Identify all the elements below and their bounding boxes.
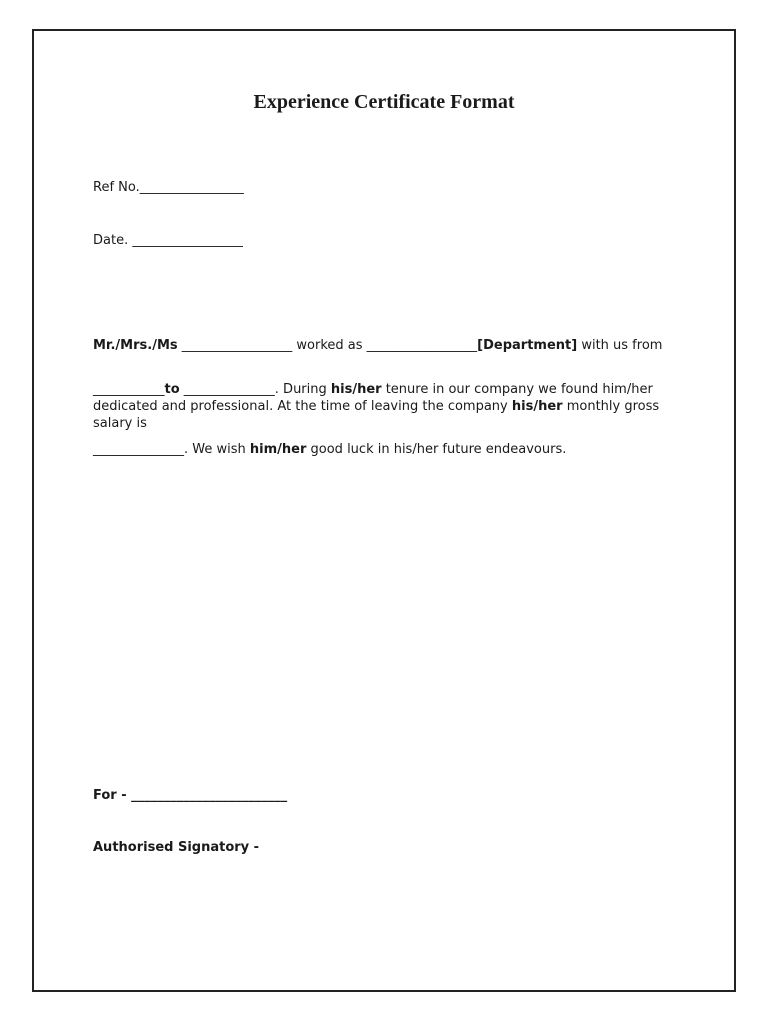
- department-placeholder: [Department]: [477, 338, 578, 353]
- paragraph-wishes: [93, 441, 683, 458]
- wishes-text: good luck in his/her future endeavours.: [306, 442, 567, 457]
- authorised-signatory: Authorised Signatory -: [93, 840, 260, 855]
- for-company-line: For - ________________________: [93, 788, 288, 803]
- paragraph-employee-role: [93, 337, 683, 354]
- him-her-emphasis: him/her: [249, 442, 307, 457]
- paragraph-tenure: [93, 381, 683, 432]
- name-role-blanks: _________________ worked as _________________: [177, 338, 478, 353]
- salutation: Mr./Mrs./Ms: [93, 338, 178, 353]
- paragraph1-tail: with us from: [577, 338, 663, 353]
- ref-number-line: Ref No.________________: [93, 180, 244, 195]
- date-line: Date. _________________: [93, 233, 243, 248]
- document-title: Experience Certificate Format: [253, 91, 515, 113]
- tenure-text: tenure in our company we found him/her dedicated and professional. At the time of leaving the company: [93, 382, 653, 414]
- salary-blank: ______________. We wish: [93, 442, 250, 457]
- salary-lead: monthly gross salary is: [93, 399, 660, 431]
- to-date-blank: ______________. During: [179, 382, 331, 397]
- document-page: [32, 29, 736, 992]
- his-her-emphasis-2: his/her: [511, 399, 563, 414]
- to-word: to: [164, 382, 180, 397]
- from-date-blank: ___________: [93, 382, 165, 397]
- his-her-emphasis: his/her: [330, 382, 382, 397]
